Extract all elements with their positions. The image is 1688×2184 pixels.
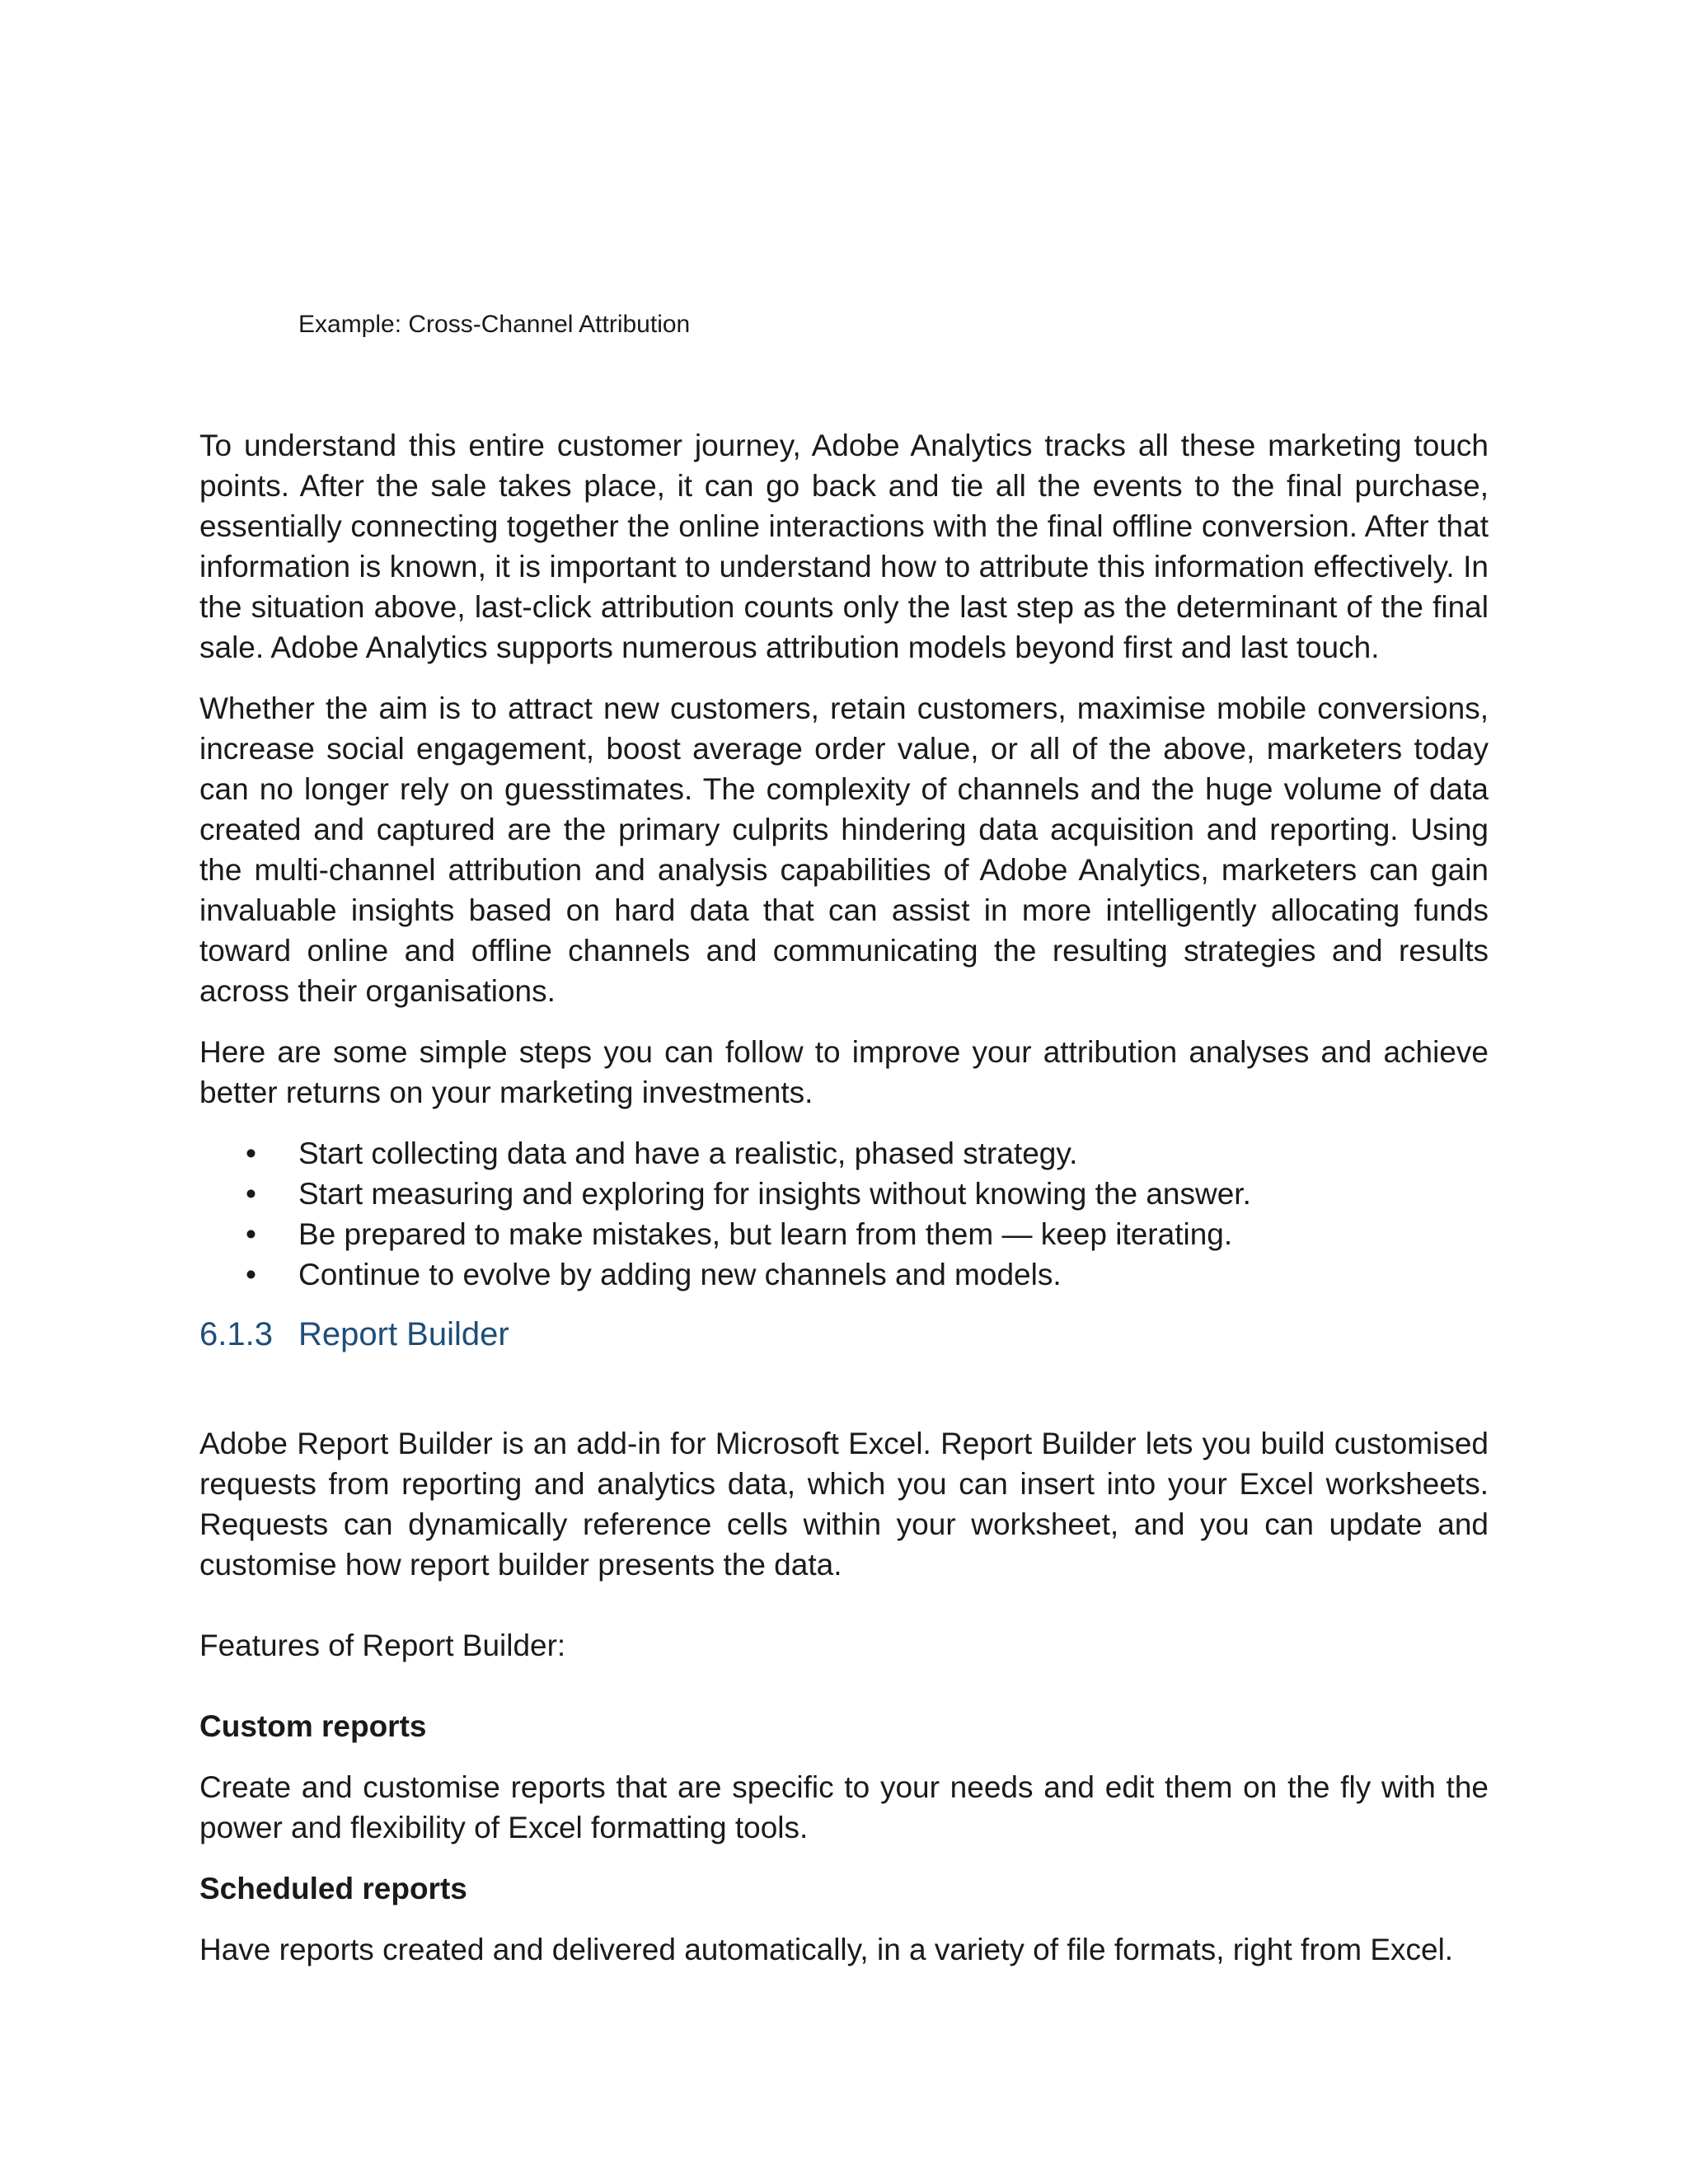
feature-title-scheduled-reports: Scheduled reports — [199, 1872, 467, 1905]
list-item-text: Start collecting data and have a realistic, phased strategy. — [298, 1137, 1078, 1170]
feature-description-scheduled-reports: Have reports created and delivered automatically, in a variety of file formats, right from Excel. — [199, 1933, 1454, 1966]
paragraph-customer-journey: To understand this entire customer journey, Adobe Analytics tracks all these marketing touch points. After the sale takes place, it can go back and tie all the events to the final purchase, essentially connecting together the online interactions with the final offline conversion. After that information is known, it is important to understand how to attribute this information effectively. In the situation above, last-click attribution counts only the last step as the determinant of the final sale. Adobe Analytics supports numerous attribution models beyond first and last touch. — [199, 429, 1489, 664]
bullet-icon: • — [246, 1137, 256, 1170]
figure-caption: Example: Cross-Channel Attribution — [298, 311, 691, 338]
list-item-text: Continue to evolve by adding new channels and models. — [298, 1258, 1062, 1291]
bullet-icon: • — [246, 1177, 256, 1211]
bullet-icon: • — [246, 1258, 256, 1291]
feature-title-custom-reports: Custom reports — [199, 1709, 427, 1743]
section-number: 6.1.3 — [199, 1316, 273, 1352]
list-item-text: Be prepared to make mistakes, but learn from them — keep iterating. — [298, 1217, 1233, 1251]
list-item — [199, 1254, 1489, 1295]
list-item — [199, 1174, 1489, 1214]
list-item-text: Start measuring and exploring for insights without knowing the answer. — [298, 1177, 1251, 1211]
paragraph-report-builder-intro: Adobe Report Builder is an add-in for Microsoft Excel. Report Builder lets you build customised requests from reporting and analytics data, which you can insert into your Excel worksheets. Requests can dynamically reference cells within your worksheet, and you can update and customise how report builder presents the data. — [199, 1427, 1489, 1582]
section-title: Report Builder — [298, 1316, 509, 1352]
list-item — [199, 1133, 1489, 1174]
paragraph-marketing-aims: Whether the aim is to attract new customers, retain customers, maximise mobile conversions, increase social engagement, boost average order value, or all of the above, marketers today can no longer rely on guesstimates. The complexity of channels and the huge volume of data created and captured are the primary culprits hindering data acquisition and reporting. Using the multi-channel attribution and analysis capabilities of Adobe Analytics, marketers can gain invaluable insights based on hard data that can assist in more intelligently allocating funds toward online and offline channels and communicating the resulting strategies and results across their organisations. — [199, 691, 1489, 1008]
bullet-icon: • — [246, 1217, 256, 1251]
heading-spacer — [199, 1356, 1489, 1423]
paragraph-simple-steps: Here are some simple steps you can follow to improve your attribution analyses and achieve better returns on your marketing investments. — [199, 1035, 1489, 1109]
features-label: Features of Report Builder: — [199, 1629, 566, 1662]
document-body — [199, 425, 1489, 1990]
spacer — [199, 1666, 1489, 1706]
list-item — [199, 1214, 1489, 1254]
steps-list — [199, 1133, 1489, 1295]
section-heading — [199, 1313, 1489, 1356]
feature-description-custom-reports: Create and customise reports that are specific to your needs and edit them on the fly with the power and flexibility of Excel formatting tools. — [199, 1770, 1489, 1844]
spacer — [199, 1585, 1489, 1625]
